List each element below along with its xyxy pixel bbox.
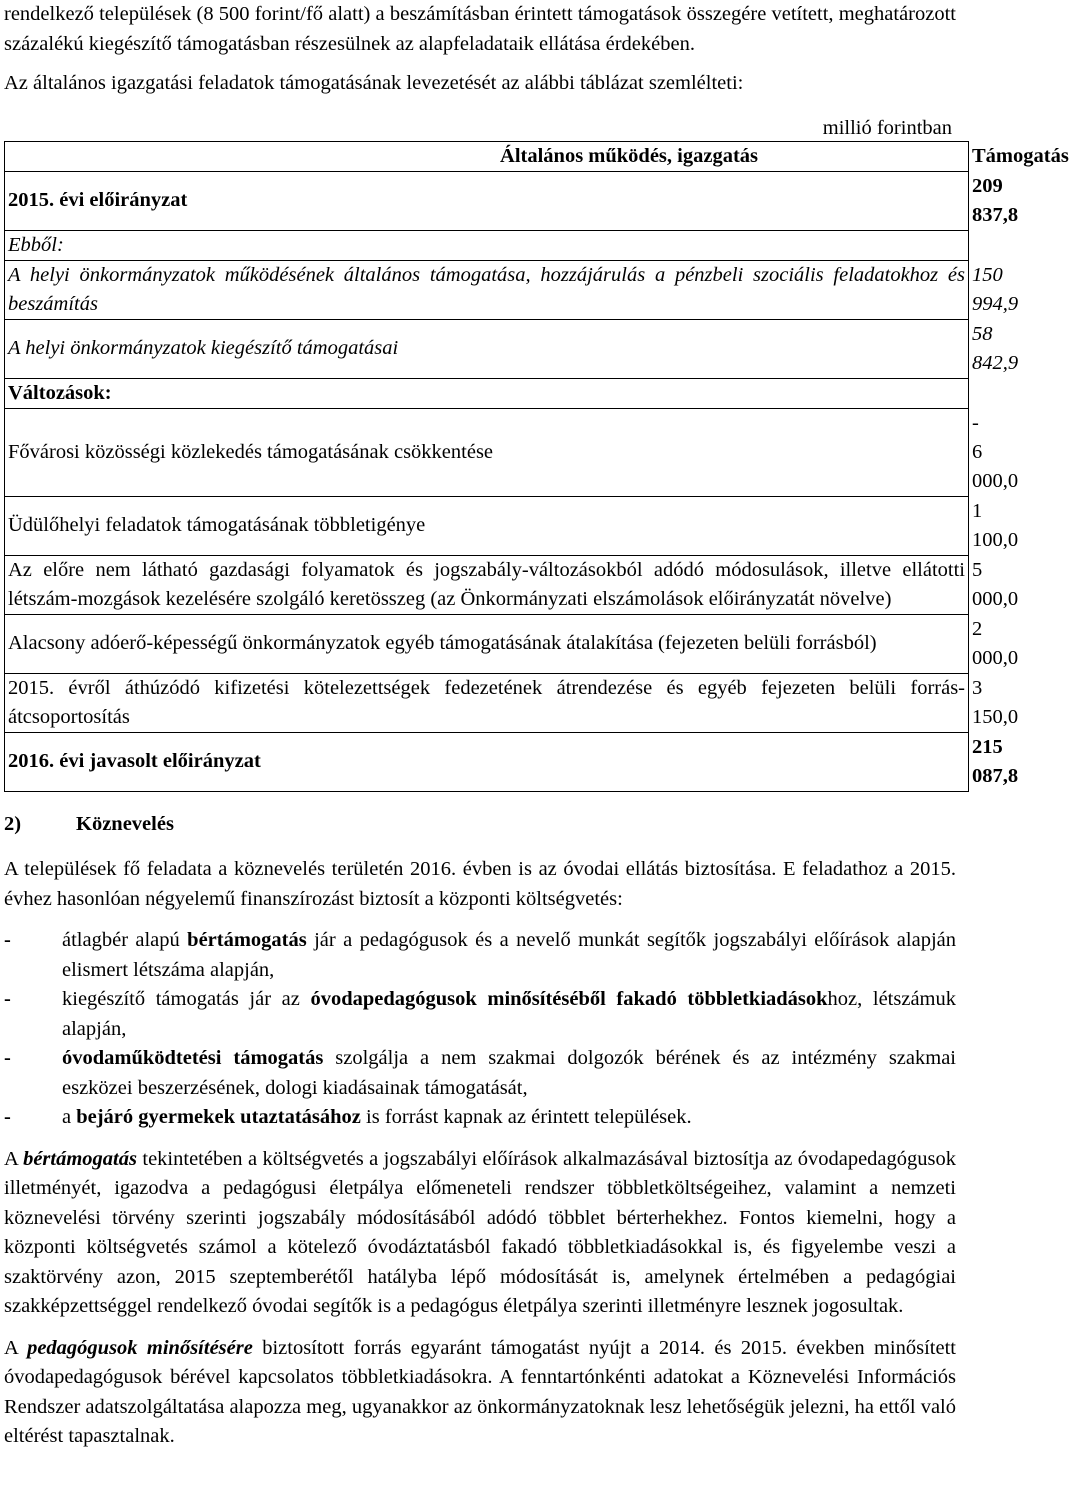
bullet-dash: - [4, 1106, 11, 1128]
budget-table [4, 141, 1069, 792]
section-title: Köznevelés [76, 812, 174, 835]
table-row [5, 378, 969, 408]
bullet-text-pre: átlagbér alapú [62, 929, 188, 951]
row-label: A helyi önkormányzatok működésének általános támogatása, hozzájárulás a pénzbeli szociális feladatokhoz és beszámítás [5, 260, 969, 319]
bullet-text-bold: óvodapedagógusok minősítéséből fakadó többletkiadások [310, 988, 828, 1010]
bullet-text-post: jár a pedagógusok és a nevelő munkát segítők jogszabályi előírások alapján elismert létszáma alapján, [62, 929, 956, 981]
table-row: Alacsony adóerő-képességű önkormányzatok egyéb támogatásának átalakítása (fejezeten belüli forrásból) 2 000,0 [5, 614, 969, 673]
bullet-text-bold: bejáró gyermekek utaztatásához [76, 1106, 361, 1128]
row-label: 2015. évi előirányzat [5, 171, 969, 230]
table-row: 2015. évről áthúzódó kifizetési kötelezettségek fedezetének átrendezése és egyéb fejezeten belüli forrás-átcsoportosítás 3 150,0 [5, 673, 969, 732]
intro-paragraph-1: rendelkező települések (8 500 forint/fő alatt) a beszámításban érintett támogatások összegére vetített, meghatározott százalékú kiegészítő támogatásban részesülnek az alapfeladataik ellátása érdekében. [4, 3, 956, 55]
body-paragraph-2 [4, 1145, 956, 1322]
table-unit-note: millió forintban [822, 116, 952, 139]
bullet-dash: - [4, 1047, 11, 1069]
funding-bullet-list [4, 926, 956, 1133]
row-label: Ebből: [5, 230, 969, 260]
list-item [4, 985, 956, 1044]
body-paragraph-1: A települések fő feladata a köznevelés területén 2016. évben is az óvodai ellátás biztosítása. E feladathoz a 2015. évhez hasonlóan négyelemű finanszírozást biztosít a központi költségvetés: [4, 858, 956, 910]
table-row: A helyi önkormányzatok működésének általános támogatása, hozzájárulás a pénzbeli szociális feladatokhoz és beszámítás 150 994,9 [5, 260, 969, 319]
paragraph-text-pre: A [4, 1147, 24, 1170]
bullet-text-bold: óvodaműködtetési támogatás [62, 1047, 324, 1069]
table-row: Üdülőhelyi feladatok támogatásának többletigénye 1 100,0 [5, 496, 969, 555]
table-row: Fővárosi közösségi közlekedés támogatásának csökkentése - 6 000,0 [5, 408, 969, 496]
row-label: 2016. évi javasolt előirányzat [5, 732, 969, 791]
paragraph-text-post: biztosított forrás egyaránt támogatást nyújt a 2014. és 2015. években minősített óvodapedagógusok bérével kapcsolatos többletkiadásokra. A fenntartónkénti adatokat a Köznevelési Információs Rendszer adatszolgáltatása alapozza meg, ugyanakkor az önkormányzatoknak lesz lehetőségük jelezni, ha ettől való eltérést tapasztalnak. [4, 1336, 956, 1447]
document-page [4, 0, 1069, 1452]
bullet-text [62, 1044, 956, 1103]
table-row: 2016. évi javasolt előirányzat 215 087,8 [5, 732, 969, 791]
row-label: Az előre nem látható gazdasági folyamatok és jogszabály-változásokból adódó módosulások, illetve ellátotti létszám-mozgások kezelésére szolgáló keretösszeg (az Önkormányzati elszámolások előirányzatát növelve) [5, 555, 969, 614]
bullet-dash: - [4, 988, 11, 1010]
row-label: Üdülőhelyi feladatok támogatásának többletigénye [5, 496, 969, 555]
bullet-text-pre: kiegészítő támogatás jár az [62, 988, 311, 1010]
list-item [4, 926, 956, 985]
section-heading [4, 810, 956, 840]
table-header-label: Általános működés, igazgatás [5, 141, 969, 171]
list-item [4, 1103, 956, 1133]
bullet-text [62, 1103, 956, 1133]
row-label: 2015. évről áthúzódó kifizetési kötelezettségek fedezetének átrendezése és egyéb fejezeten belüli forrás-átcsoportosítás [5, 673, 969, 732]
bullet-text-post: is forrást kapnak az érintett települések. [360, 1106, 692, 1128]
section-number: 2) [4, 812, 22, 835]
paragraph-text-pre: A [4, 1336, 28, 1359]
bullet-text-post: szolgálja a nem szakmai dolgozók bérének és az intézmény szakmai eszközei beszerzésének, dologi kiadásainak támogatását, [62, 1047, 956, 1099]
row-label: Változások: [5, 378, 969, 408]
bullet-text [62, 926, 956, 985]
bullet-dash: - [4, 929, 11, 951]
bullet-text-post: hoz, létszámuk alapján, [62, 988, 956, 1040]
paragraph-emphasis: pedagógusok minősítésére [27, 1336, 253, 1359]
row-label: A helyi önkormányzatok kiegészítő támogatásai [5, 319, 969, 378]
table-row [5, 230, 969, 260]
row-label: Alacsony adóerő-képességű önkormányzatok egyéb támogatásának átalakítása (fejezeten belüli forrásból) [5, 614, 969, 673]
paragraph-text-post: tekintetében a költségvetés a jogszabályi előírások alkalmazásával biztosítja az óvodapedagógusok illetményét, igazodva a pedagógusi életpálya előmeneteli rendszer többletköltségeihez, valamint a nemzeti köznevelési törvény szerinti jogszabály módosításából adódó többlet bérterhekhez. Fontos kiemelni, hogy a központi költségvetés számol a kötelező óvodáztatásból fakadó többletkiadásokkal is, és figyelembe veszi a szaktörvény azon, 2015 szeptemberétől hatályba lépő módosítását is, amelynek értelmében a pedagógiai szakképzettséggel rendelkező óvodai segítők is a pedagógus életpálya szerinti illetményre lesznek jogosultak. [4, 1147, 956, 1317]
intro-paragraph-2: Az általános igazgatási feladatok támogatásának levezetését az alábbi táblázat szemlélteti: [4, 72, 744, 94]
table-header-row: Általános működés, igazgatás Támogatás [5, 141, 969, 171]
bullet-text-bold: bértámogatás [187, 929, 307, 951]
table-row: Az előre nem látható gazdasági folyamatok és jogszabály-változásokból adódó módosulások, illetve ellátotti létszám-mozgások kezelésére szolgáló keretösszeg (az Önkormányzati elszámolások előirányzatát növelve) 5 000,0 [5, 555, 969, 614]
table-row: 2015. évi előirányzat 209 837,8 [5, 171, 969, 230]
body-paragraph-3 [4, 1334, 956, 1452]
row-label: Fővárosi közösségi közlekedés támogatásának csökkentése [5, 408, 969, 496]
bullet-text-pre: a [62, 1106, 77, 1128]
paragraph-emphasis: bértámogatás [23, 1147, 137, 1170]
list-item [4, 1044, 956, 1103]
bullet-text [62, 985, 956, 1044]
table-row: A helyi önkormányzatok kiegészítő támogatásai 58 842,9 [5, 319, 969, 378]
